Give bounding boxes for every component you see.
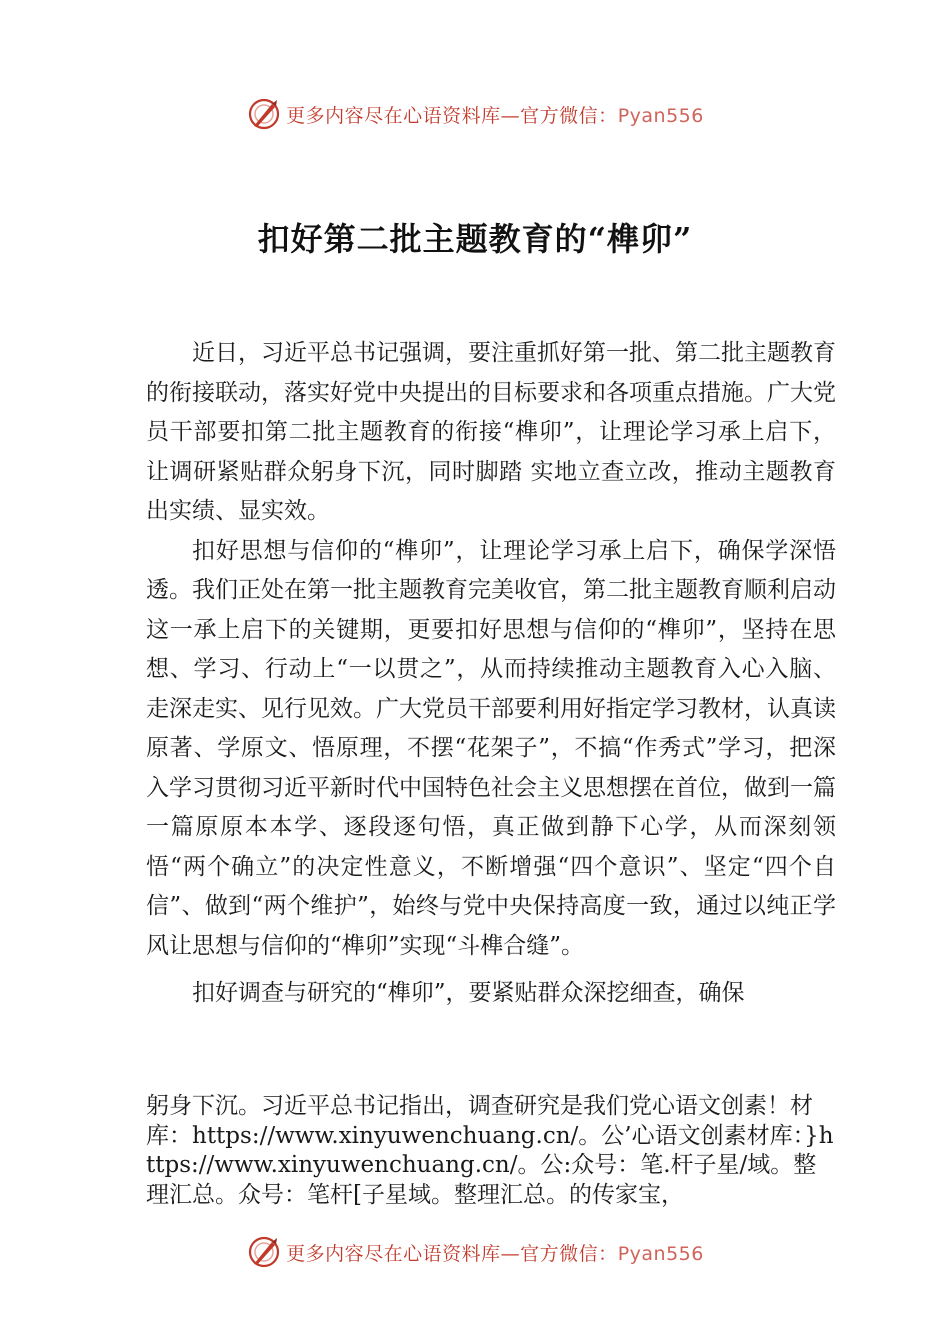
paragraph-1: 近日，习近平总书记强调，要注重抓好第一批、第二批主题教育的衔接联动，落实好党中央提出的目标要求和各项重点措施。广大党员干部要扣第二批主题教育的衔接“榫卯”，让理论学习承上启下，让调研紧贴群众躬身下沉，同时脚踏 实地立查立改，推动主题教育出实绩、显实效。 xyxy=(146,340,836,524)
paragraph-3: 扣好调查与研究的“榫卯”，要紧贴群众深挖细查，确保 xyxy=(192,980,745,1006)
wechat-label: 官方微信： xyxy=(520,1242,618,1265)
wechat-id: Pyan556 xyxy=(617,1242,704,1265)
wechat-label: 官方微信： xyxy=(520,104,618,127)
site-name: 更多内容尽在心语资料库 xyxy=(286,104,501,127)
footer-banner-text xyxy=(286,1239,704,1266)
separator: — xyxy=(500,104,521,127)
mixed-watermark-text: 躬身下沉。习近平总书记指出，调查研究是我们党心语文创素！材库：https://www.xinyuwenchuang.cn/。公’心语文创素材库：}https://www.xinyuwenchuang.cn/。公:众号：笔.杆子星/域。整理汇总。众号：笔杆[子星域。整理汇总。的传家宝， xyxy=(146,1093,834,1208)
site-name: 更多内容尽在心语资料库 xyxy=(286,1242,501,1265)
paragraph-2: 扣好思想与信仰的“榫卯”，让理论学习承上启下，确保学深悟透。我们正处在第一批主题教育完美收官，第二批主题教育顺利启动这一承上启下的关键期，更要扣好思想与信仰的“榫卯”，坚持在思想、学习、行动上“一以贯之”，从而持续推动主题教育入心入脑、走深走实、见行见效。广大党员干部要利用好指定学习教材，认真读原著、学原文、悟原理，不摆“花架子”，不搞“作秀式”学习，把深入学习贯彻习近平新时代中国特色社会主义思想摆在首位，做到一篇一篇原原本本学、逐段逐句悟，真正做到静下心学，从而深刻领悟“两个确立”的决定性意义，不断增强“四个意识”、坚定“四个自信”、做到“两个维护”，始终与党中央保持高度一致，通过以纯正学风让思想与信仰的“榫卯”实现“斗榫合缝”。 xyxy=(146,537,836,959)
quill-logo-icon xyxy=(246,1234,282,1270)
header-banner-text xyxy=(286,101,704,128)
separator: — xyxy=(500,1242,521,1265)
footer-banner xyxy=(0,1232,950,1272)
wechat-id: Pyan556 xyxy=(617,104,704,127)
quill-logo-icon xyxy=(246,96,282,132)
article-title: 扣好第二批主题教育的“榫卯” xyxy=(257,220,693,258)
article-body xyxy=(146,334,836,1014)
header-banner xyxy=(0,94,950,134)
